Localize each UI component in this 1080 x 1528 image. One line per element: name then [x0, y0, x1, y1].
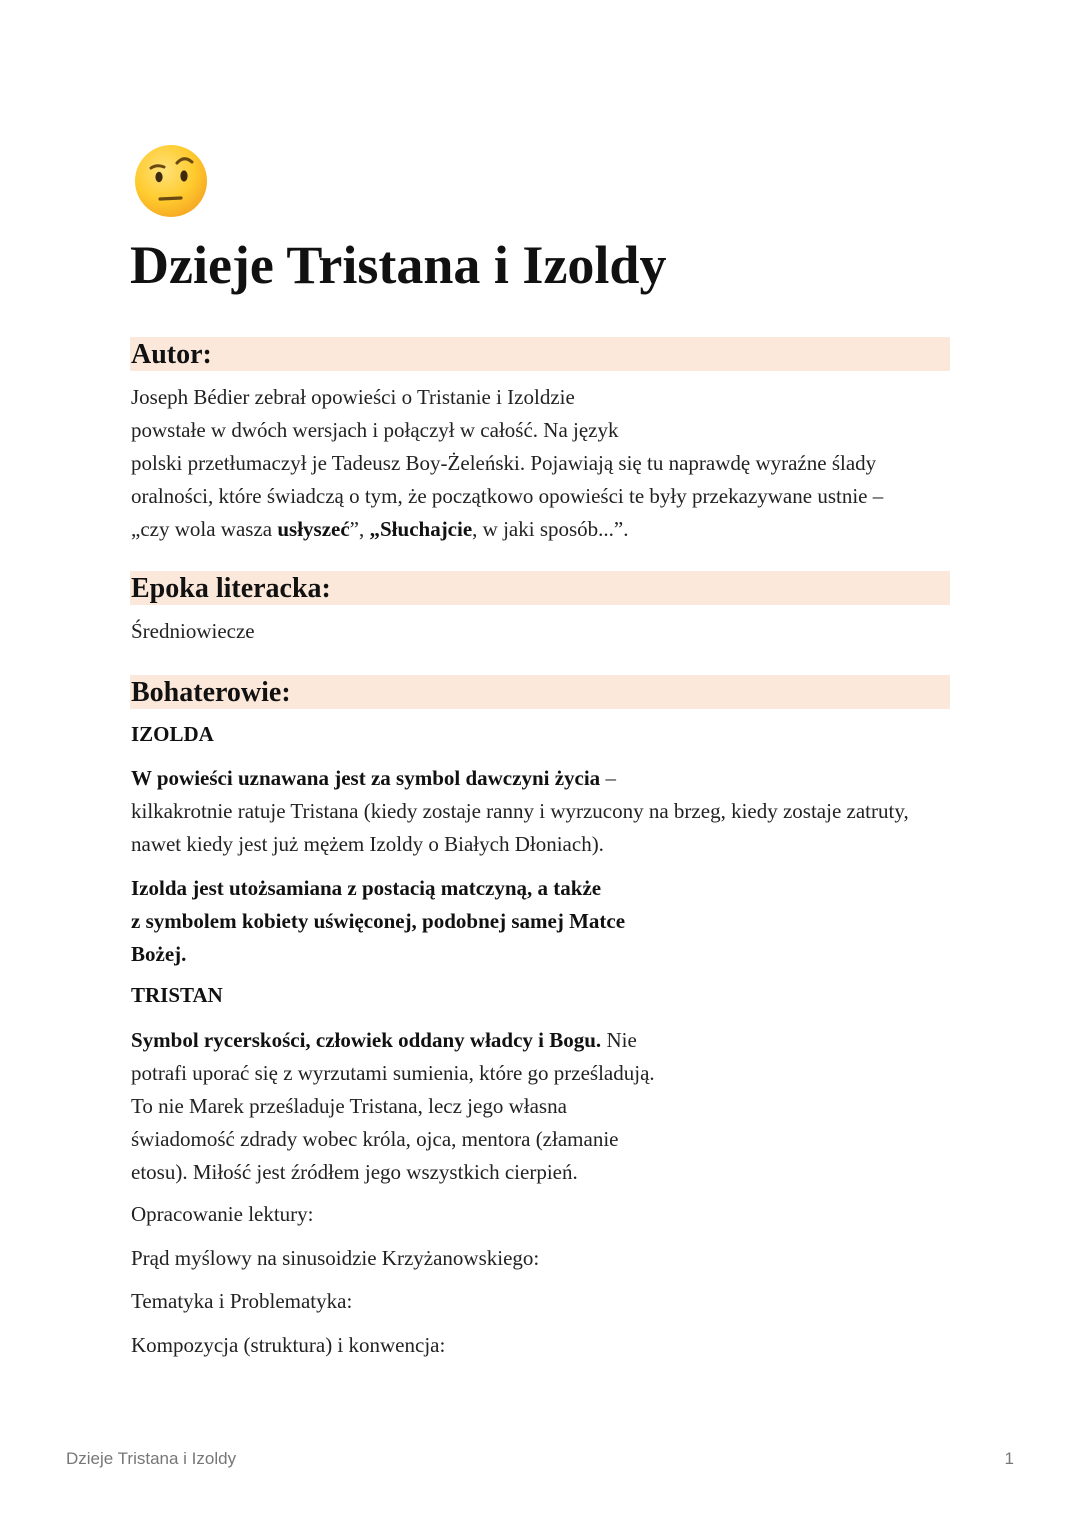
quote-part: , w jaki sposób...”.	[472, 517, 629, 541]
text-line: Joseph Bédier zebrał opowieści o Tristanie i Izoldzie	[131, 385, 575, 409]
epoch-value	[131, 615, 255, 648]
character-name-izolda	[131, 718, 214, 751]
quote-line	[131, 513, 883, 546]
text-line: Średniowiecze	[131, 619, 255, 643]
text-line: oralności, które świadczą o tym, że początkowo opowieści te były przekazywane ustnie –	[131, 484, 884, 508]
tristan-paragraph	[131, 1024, 655, 1189]
bold-phrase: Symbol rycerskości, człowiek oddany władcy i Bogu.	[131, 1028, 602, 1052]
text-line: Prąd myślowy na sinusoidzie Krzyżanowskiego:	[131, 1246, 540, 1270]
text-line: z symbolem kobiety uświęconej, podobnej samej Matce	[131, 909, 626, 933]
footer-document-title: Dzieje Tristana i Izoldy	[66, 1449, 237, 1468]
text-line: Bożej.	[131, 942, 187, 966]
quote-part: ”,	[349, 517, 370, 541]
text-line: IZOLDA	[131, 722, 214, 746]
text-line: świadomość zdrady wobec króla, ojca, mentora (złamanie	[131, 1127, 619, 1151]
text-line: powstałe w dwóch wersjach i połączył w całość. Na język	[131, 418, 619, 442]
izolda-paragraph-1	[131, 762, 909, 861]
extra-item-lektura	[131, 1198, 314, 1231]
text-line: etosu). Miłość jest źródłem jego wszystkich cierpień.	[131, 1160, 578, 1184]
section-heading-characters: Bohaterowie:	[130, 675, 950, 709]
section-heading-epoch: Epoka literacka:	[130, 571, 950, 605]
bold-phrase: W powieści uznawana jest za symbol dawczyni życia	[131, 766, 601, 790]
section-heading-author: Autor:	[130, 337, 950, 371]
extra-item-prad	[131, 1242, 539, 1275]
text-line: nawet kiedy jest już mężem Izoldy o Białych Dłoniach).	[131, 832, 604, 856]
extra-item-tematyka	[131, 1285, 352, 1318]
text-line: Tematyka i Problematyka:	[131, 1289, 353, 1313]
text-line: potrafi uporać się z wyrzutami sumienia, które go prześladują.	[131, 1061, 655, 1085]
quote-part: „czy wola wasza	[131, 517, 278, 541]
quote-bold: usłyszeć	[277, 517, 350, 541]
text-line: Izolda jest utożsamiana z postacią matczyną, a także	[131, 876, 602, 900]
quote-bold: „Słuchajcie	[369, 517, 473, 541]
text-line: Kompozycja (struktura) i konwencja:	[131, 1333, 446, 1357]
author-paragraph	[131, 381, 883, 546]
face-with-raised-eyebrow-icon	[133, 143, 209, 219]
text-line	[131, 1024, 655, 1057]
text-line: polski przetłumaczył je Tadeusz Boy-Żeleński. Pojawiają się tu naprawdę wyraźne ślady	[131, 451, 877, 475]
izolda-paragraph-2	[131, 872, 625, 971]
text-line: To nie Marek prześladuje Tristana, lecz jego własna	[131, 1094, 567, 1118]
text-line: TRISTAN	[131, 983, 223, 1007]
text-line: kilkakrotnie ratuje Tristana (kiedy zostaje ranny i wyrzucony na brzeg, kiedy zostaje zatruty,	[131, 799, 909, 823]
page-title: Dzieje Tristana i Izoldy	[130, 235, 667, 295]
text-line: Opracowanie lektury:	[131, 1202, 314, 1226]
text-line	[131, 762, 909, 795]
text-fragment: Nie	[601, 1028, 637, 1052]
character-name-tristan	[131, 979, 223, 1012]
page-number: 1	[1004, 1449, 1014, 1468]
extra-item-kompozycja	[131, 1329, 445, 1362]
text-fragment: –	[600, 766, 616, 790]
